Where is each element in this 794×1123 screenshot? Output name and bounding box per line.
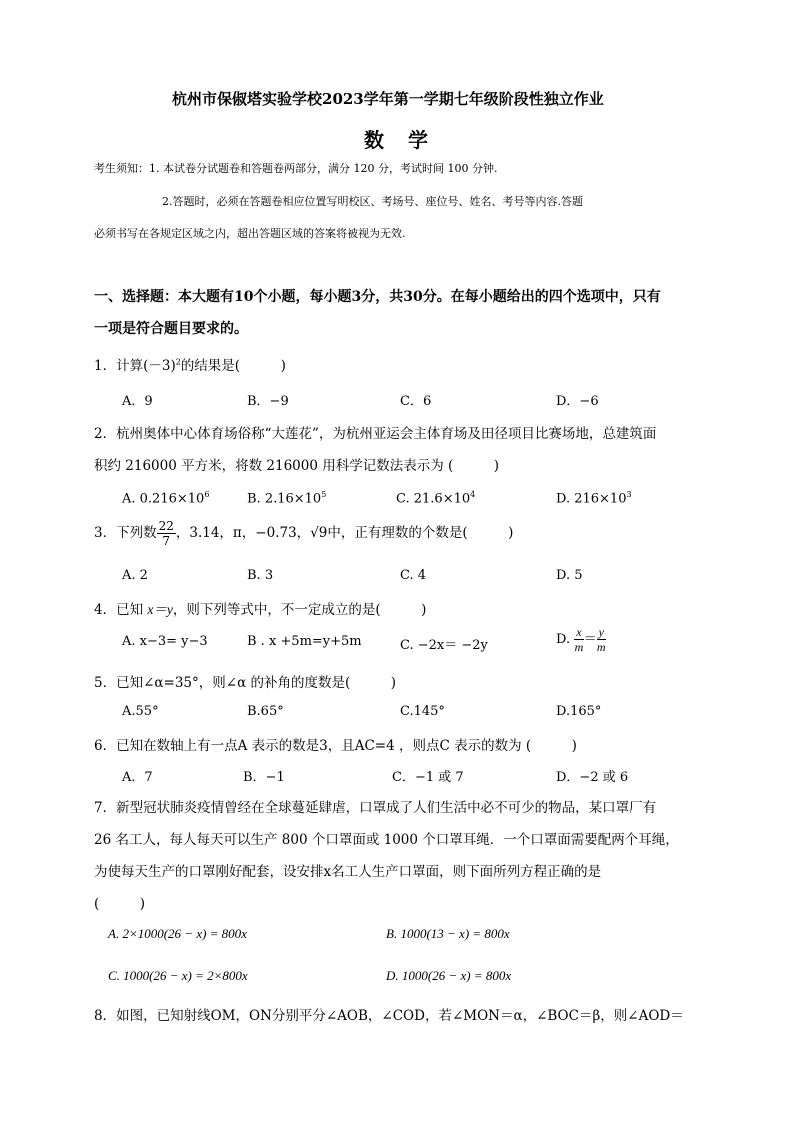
- q2-option-c-text: C. 21.6×10: [396, 491, 471, 507]
- question-1-exponent: 2: [175, 357, 181, 367]
- q4-option-a: A. x−3= y−3: [122, 634, 208, 649]
- q1-option-c: C．6: [400, 394, 432, 409]
- q1-option-b: B．−9: [247, 394, 289, 409]
- question-1-suffix: 的结果是( ): [180, 358, 286, 374]
- fraction-denominator: m: [596, 640, 606, 654]
- section-heading-line-1: 一、选择题：本大题有10个小题，每小题3分，共30分。在每小题给出的四个选项中，只有: [94, 289, 661, 305]
- section-heading-line-2: 一项是符合题目要求的。: [94, 321, 248, 337]
- fraction-numerator: y: [598, 625, 604, 639]
- q1-option-a: A．9: [122, 394, 153, 409]
- fraction-numerator: x: [576, 625, 582, 639]
- question-7-line-4: ( ): [94, 896, 146, 912]
- question-3-sqrt: √9: [310, 525, 328, 541]
- q5-option-c: C.145°: [400, 704, 445, 719]
- question-3-middle: ，3.14，π，−0.73，: [175, 525, 311, 541]
- q7-option-d: D. 1000(26 − x) = 800x: [386, 968, 512, 983]
- question-2-line-2: 积约 216000 平方米，将数 216000 用科学记数法表示为 ( ): [94, 458, 500, 474]
- q7-option-b: B. 1000(13 − x) = 800x: [386, 926, 510, 941]
- question-1: [94, 354, 286, 374]
- q3-option-b: B. 3: [247, 568, 274, 583]
- q5-option-d: D.165°: [556, 704, 602, 719]
- q3-option-d: D. 5: [556, 568, 583, 583]
- q6-option-b: B．−1: [243, 770, 285, 785]
- q2-option-c: [396, 490, 475, 506]
- question-7-line-1: 7．新型冠状肺炎疫情曾经在全球蔓延肆虐，口罩成了人们生活中必不可少的物品，某口罩厂有: [94, 800, 657, 816]
- q2-option-b: [247, 490, 326, 506]
- question-4-suffix: ，则下列等式中，不一定成立的是( ): [172, 602, 427, 618]
- notice-line-1: 考生须知：1. 本试卷分试题卷和答题卷两部分，满分 120 分，考试时间 100 分钟.: [94, 162, 498, 175]
- q4-option-b: B . x +5m=y+5m: [247, 634, 362, 649]
- fraction-denominator: m: [574, 640, 584, 654]
- q2-option-a-text: A. 0.216×10: [122, 491, 205, 507]
- question-7-line-2: 26 名工人，每人每天可以生产 800 个口罩面或 1000 个口罩耳绳．一个口罩面需要配两个耳绳，: [94, 832, 679, 848]
- q7-option-c: C. 1000(26 − x) = 2×800x: [108, 968, 248, 983]
- q6-option-d: D．−2 或 6: [556, 770, 629, 785]
- q2-option-d-text: D. 216×10: [556, 491, 627, 507]
- question-4-condition: x＝y: [147, 602, 173, 617]
- notice-line-2: 2.答题时，必须在答题卷相应位置写明校区、考场号、座位号、姓名、考号等内容.答题: [162, 195, 583, 208]
- q2-option-b-exp: 5: [321, 490, 327, 499]
- exam-title: 杭州市保俶塔实验学校2023学年第一学期七年级阶段性独立作业: [172, 90, 604, 108]
- q5-option-a: A.55°: [122, 704, 159, 719]
- q2-option-b-text: B. 2.16×10: [247, 491, 322, 507]
- notice-line-3: 必须书写在各规定区域之内，超出答题区域的答案将被视为无效.: [94, 227, 406, 240]
- q6-option-a: A．7: [122, 770, 153, 785]
- q4-option-d-frac-right: [597, 626, 606, 653]
- q7-option-a: A. 2×1000(26 − x) = 800x: [108, 926, 247, 941]
- q1-option-d: D．−6: [556, 394, 599, 409]
- question-3-prefix: 3．下列数: [94, 525, 157, 541]
- q3-option-a: A. 2: [122, 568, 148, 583]
- question-1-expr: (－3): [143, 358, 176, 374]
- question-7-line-3: 为使每天生产的口罩刚好配套，设安排x名工人生产口罩面，则下面所列方程正确的是: [94, 864, 602, 880]
- q2-option-c-exp: 4: [470, 490, 476, 499]
- q4-option-c: C. −2x＝ −2y: [400, 638, 488, 653]
- q4-option-d-label: D.: [556, 632, 571, 647]
- question-8: 8．如图，已知射线OM，ON分别平分∠AOB，∠COD，若∠MON＝α，∠BOC＝β，则∠AOD＝: [94, 1008, 684, 1024]
- q2-option-d: [556, 490, 632, 506]
- q2-option-d-exp: 3: [626, 490, 632, 499]
- q2-option-a-exp: 6: [204, 490, 210, 499]
- q4-option-d-frac-left: [574, 626, 583, 653]
- fraction-denominator: 7: [162, 534, 171, 548]
- subject-title: 数 学: [364, 128, 430, 152]
- question-3: [94, 520, 513, 547]
- question-3-suffix: 中，正有理数的个数是( ): [327, 525, 514, 541]
- question-6: 6．已知在数轴上有一点A 表示的数是3，且AC=4 ，则点C 表示的数为 ( ): [94, 738, 577, 754]
- q5-option-b: B.65°: [247, 704, 284, 719]
- q2-option-a: [122, 490, 209, 506]
- fraction-numerator: 22: [158, 519, 174, 533]
- q3-option-c: C. 4: [400, 568, 427, 583]
- q4-option-d-equals: ＝: [583, 632, 597, 647]
- question-2-line-1: 2．杭州奥体中心体育场俗称“大莲花”，为杭州亚运会主体育场及田径项目比赛场地，总建筑面: [94, 426, 657, 442]
- question-3-fraction: [157, 520, 176, 547]
- question-4-prefix: 4．已知: [94, 602, 148, 618]
- question-1-prefix: 1．计算: [94, 358, 144, 374]
- q4-option-d: [556, 626, 606, 653]
- question-5: 5．已知∠α=35°，则∠α 的补角的度数是( ): [94, 675, 397, 691]
- question-4: [94, 598, 426, 618]
- q6-option-c: C．−1 或 7: [392, 770, 464, 785]
